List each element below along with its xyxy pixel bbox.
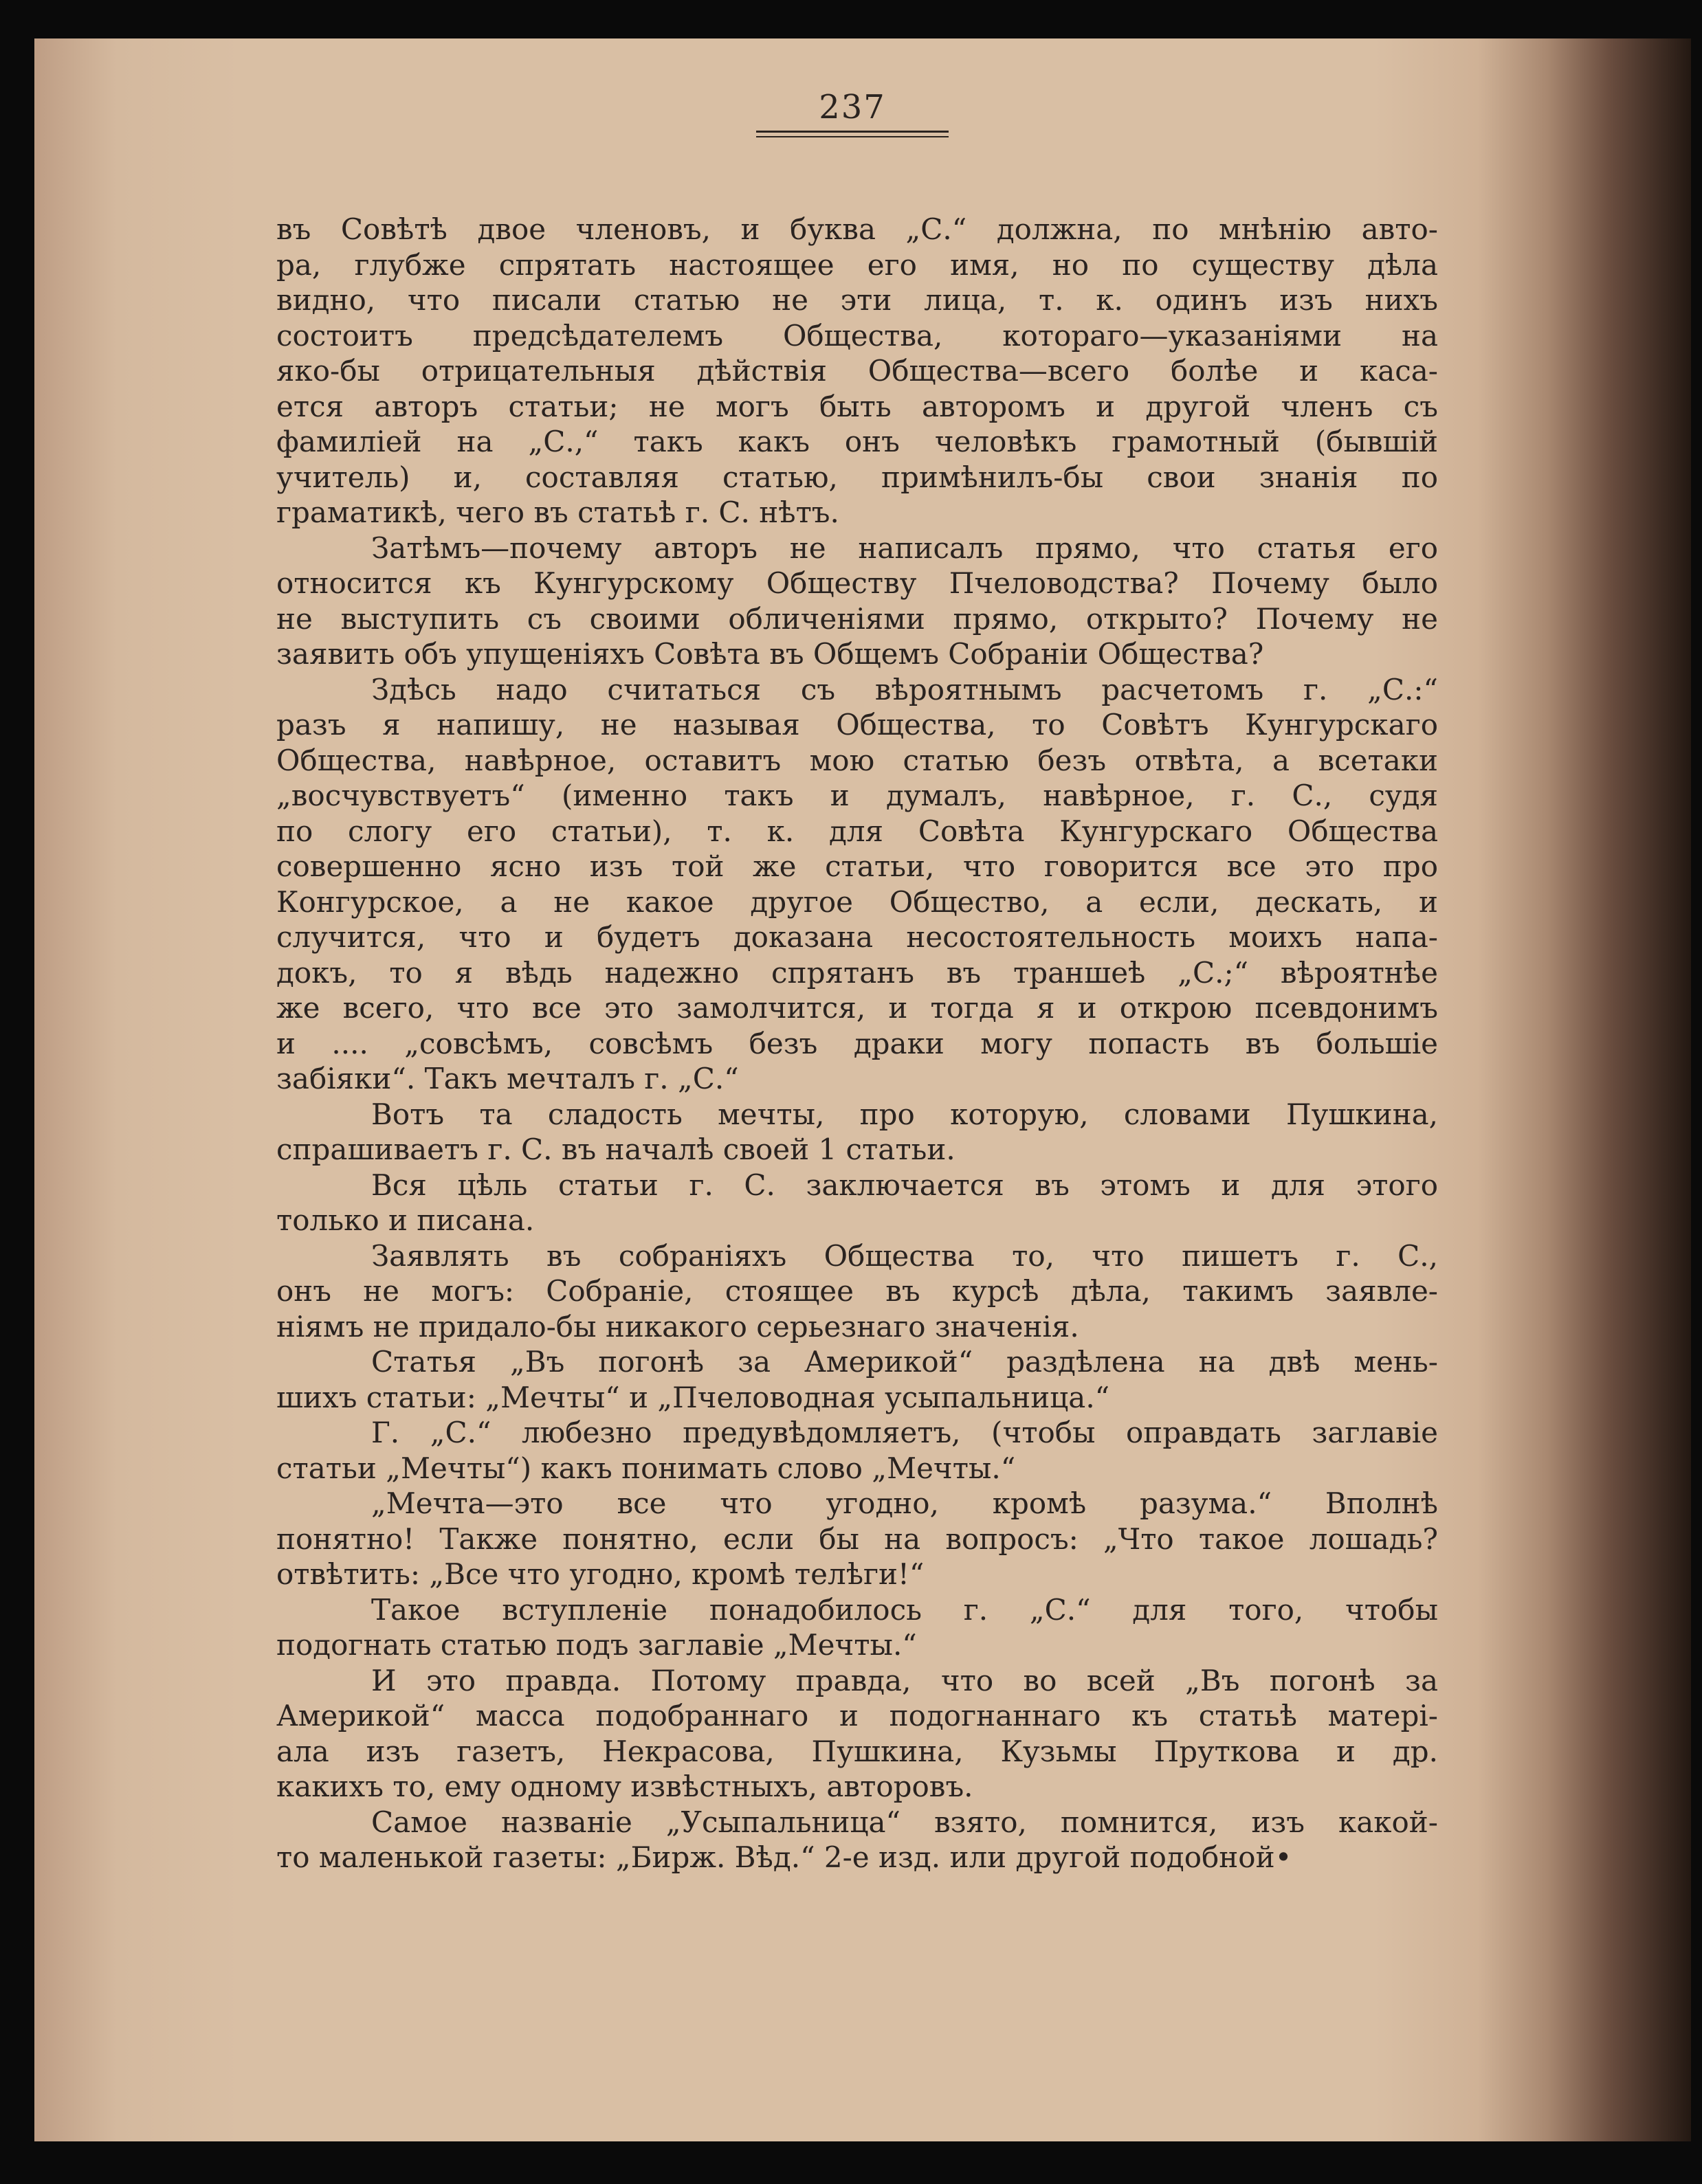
paragraph — [276, 672, 1438, 1097]
text-line: Самое названіе „Усыпальница“ взято, помнится, изъ какой- — [371, 1805, 1438, 1839]
text-line: Вотъ та сладость мечты, про которую, словами Пушкина, — [371, 1097, 1438, 1131]
text-line: Общества, навѣрное, оставитъ мою статью безъ отвѣта, а всетаки — [276, 743, 1438, 777]
text-line: статьи „Мечты“) какъ понимать слово „Мечты.“ — [276, 1451, 1016, 1485]
text-line: отвѣтить: „Все что угодно, кромѣ телѣги!“ — [276, 1557, 925, 1591]
text-line: Затѣмъ—почему авторъ не написалъ прямо, что статья его — [371, 531, 1438, 565]
paragraph — [276, 212, 1438, 531]
text-line: граматикѣ, чего въ статьѣ г. С. нѣтъ. — [276, 495, 839, 529]
text-line: спрашиваетъ г. С. въ началѣ своей 1 статьи. — [276, 1133, 955, 1166]
text-line: „восчувствуетъ“ (именно такъ и думалъ, навѣрное, г. С., судя — [276, 779, 1438, 812]
text-line: заявить объ упущеніяхъ Совѣта въ Общемъ Собраніи Общества? — [276, 637, 1264, 671]
text-line: забіяки“. Такъ мечталъ г. „С.“ — [276, 1062, 739, 1095]
text-line: ніямъ не придало-бы никакого серьезнаго значенія. — [276, 1309, 1079, 1344]
paragraph — [276, 1168, 1438, 1238]
text-line: понятно! Также понятно, если бы на вопросъ: „Что такое лошадь? — [276, 1522, 1438, 1556]
text-line: яко-бы отрицательныя дѣйствія Общества—всего болѣе и каса- — [276, 354, 1438, 388]
page-number: 237 — [819, 88, 886, 126]
text-line: Статья „Въ погонѣ за Америкой“ раздѣлена на двѣ мень- — [371, 1345, 1438, 1379]
text-line: шихъ статьи: „Мечты“ и „Пчеловодная усыпальница.“ — [276, 1380, 1110, 1414]
text-line: И это правда. Потому правда, что во всей „Въ погонѣ за — [371, 1663, 1438, 1697]
header-rule-thin — [756, 136, 949, 137]
text-line: Такое вступленіе понадобилось г. „С.“ для того, чтобы — [371, 1592, 1438, 1627]
text-line: то маленькой газеты: „Бирж. Вѣд.“ 2-е изд. или другой подобной• — [276, 1840, 1292, 1874]
text-line: учитель) и, составляя статью, примѣнилъ-бы свои знанія по — [276, 460, 1438, 494]
paragraph — [276, 1592, 1438, 1663]
text-line: ется авторъ статьи; не могъ быть авторомъ и другой членъ съ — [276, 389, 1438, 423]
text-line: онъ не могъ: Собраніе, стоящее въ курсѣ дѣла, такимъ заявле- — [276, 1274, 1438, 1308]
paragraph — [276, 1415, 1438, 1486]
paragraph — [276, 1238, 1438, 1345]
header-rule — [756, 131, 949, 133]
text-line: „Мечта—это все что угодно, кромѣ разума.“ Вполнѣ — [371, 1486, 1438, 1520]
text-line: Америкой“ масса подобраннаго и подогнаннаго къ статьѣ матері- — [276, 1699, 1438, 1732]
text-line: фамиліей на „С.,“ такъ какъ онъ человѣкъ грамотный (бывшій — [276, 425, 1438, 458]
text-line: въ Совѣтѣ двое членовъ, и буква „С.“ должна, по мнѣнію авто- — [276, 212, 1438, 246]
text-line: докъ, то я вѣдь надежно спрятанъ въ траншеѣ „С.;“ вѣроятнѣе — [276, 955, 1438, 990]
paragraph — [276, 1097, 1438, 1168]
text-line: совершенно ясно изъ той же статьи, что говорится все это про — [276, 849, 1438, 883]
text-line: состоитъ предсѣдателемъ Общества, котораго—указаніями на — [276, 318, 1438, 353]
text-line: не выступить съ своими обличеніями прямо, открыто? Почему не — [276, 601, 1438, 636]
text-line: Конгурское, а не какое другое Общество, а если, дескать, и — [276, 884, 1438, 919]
text-line: видно, что писали статью не эти лица, т. к. одинъ изъ нихъ — [276, 283, 1438, 317]
text-line: и .... „совсѣмъ, совсѣмъ безъ драки могу попасть въ большіе — [276, 1026, 1438, 1060]
paragraph — [276, 1805, 1438, 1875]
text-line: по слогу его статьи), т. к. для Совѣта Кунгурскаго Общества — [276, 814, 1438, 848]
text-line: случится, что и будетъ доказана несостоятельность моихъ напа- — [276, 920, 1438, 954]
text-line: ра, глубже спрятать настоящее его имя, но по существу дѣла — [276, 247, 1438, 282]
text-line: же всего, что все это замолчится, и тогда я и открою псевдонимъ — [276, 991, 1438, 1025]
text-line: Заявлять въ собраніяхъ Общества то, что пишетъ г. С., — [371, 1238, 1438, 1273]
text-line: ала изъ газетъ, Некрасова, Пушкина, Кузьмы Пруткова и др. — [276, 1734, 1438, 1768]
text-line: какихъ то, ему одному извѣстныхъ, авторовъ. — [276, 1770, 973, 1803]
text-line: Здѣсь надо считаться съ вѣроятнымъ расчетомъ г. „С.:“ — [371, 672, 1438, 706]
text-line: Г. „С.“ любезно предувѣдомляетъ, (чтобы оправдать заглавіе — [371, 1416, 1438, 1449]
page-header — [749, 88, 955, 137]
text-line: подогнать статью подъ заглавіе „Мечты.“ — [276, 1628, 917, 1662]
paragraph — [276, 1486, 1438, 1592]
text-line: разъ я напишу, не называя Общества, то Совѣтъ Кунгурскаго — [276, 708, 1438, 742]
paragraph — [276, 531, 1438, 672]
body-text — [276, 212, 1438, 1875]
paragraph — [276, 1344, 1438, 1415]
text-line: относится къ Кунгурскому Обществу Пчеловодства? Почему было — [276, 566, 1438, 600]
text-line: Вся цѣль статьи г. С. заключается въ этомъ и для этого — [371, 1168, 1438, 1202]
paragraph — [276, 1663, 1438, 1805]
text-line: только и писана. — [276, 1203, 535, 1237]
